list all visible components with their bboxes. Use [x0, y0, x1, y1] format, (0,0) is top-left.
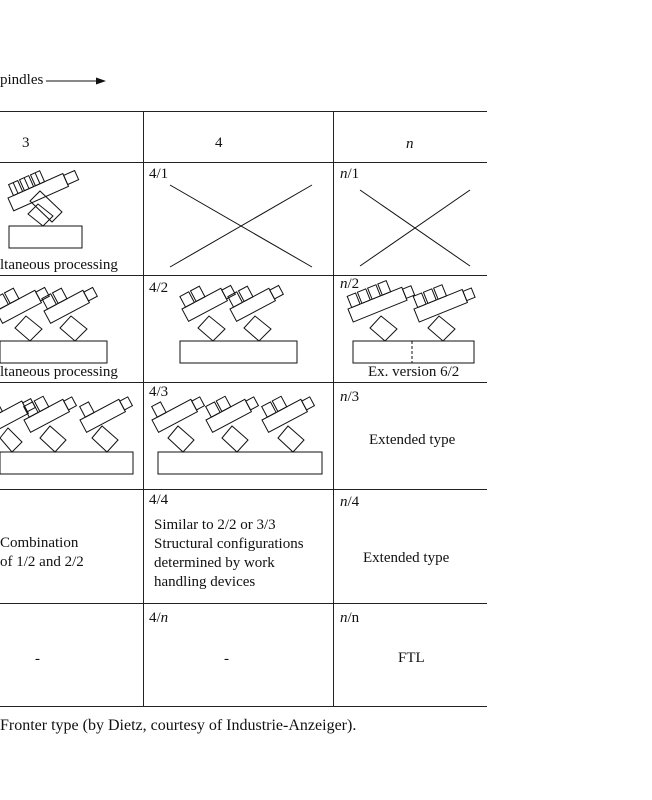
row4-col3-line1: Combination — [0, 535, 79, 551]
axis-label: pindles — [0, 72, 44, 88]
row3-col4-tag: 4/3 — [149, 384, 169, 400]
row4-colN-tag: n/4 — [340, 494, 360, 510]
row1-col4-cross — [170, 183, 315, 269]
row5-colN-tag: n/n — [340, 610, 360, 626]
axis-arrow-icon — [46, 75, 108, 87]
machine-4-2-drawing — [176, 283, 302, 365]
row1-colN-tag: n/1 — [340, 166, 360, 182]
row2-colN-tag: n/2 — [340, 276, 360, 292]
machine-3-3-drawing — [0, 392, 143, 476]
row5-col4-tag: 4/n — [149, 610, 169, 626]
row4-col4-line2: Structural configurations — [154, 536, 304, 552]
row5-col3-text: - — [35, 651, 40, 667]
row4-col4-tag: 4/4 — [149, 492, 169, 508]
row1-col3-text: ltaneous processing — [0, 257, 118, 273]
machine-3-2-drawing — [0, 283, 143, 365]
row3-colN-tag: n/3 — [340, 389, 360, 405]
header-col-3: 3 — [22, 135, 30, 151]
machine-4-3-drawing — [150, 392, 328, 476]
header-col-n: n — [406, 136, 414, 152]
row2-colN-text: Ex. version 6/2 — [368, 364, 460, 380]
row2-col3-text: ltaneous processing — [0, 364, 118, 380]
row4-col4-line3: determined by work — [154, 555, 275, 571]
row1-colN-cross — [360, 188, 472, 268]
row4-col4-line4: handling devices — [154, 574, 256, 590]
row4-col4-line1: Similar to 2/2 or 3/3 — [154, 517, 276, 533]
machine-3-1-drawing — [0, 168, 143, 252]
machine-n-2-drawing — [342, 285, 482, 367]
row4-colN-text: Extended type — [363, 550, 450, 566]
figure-caption: Fronter type (by Dietz, courtesy of Industrie-Anzeiger). — [0, 717, 357, 734]
row4-col3-line2: of 1/2 and 2/2 — [0, 554, 84, 570]
row1-col4-tag: 4/1 — [149, 166, 169, 182]
row5-colN-text: FTL — [398, 650, 425, 666]
row3-colN-text: Extended type — [369, 432, 456, 448]
row2-col4-tag: 4/2 — [149, 280, 169, 296]
header-col-4: 4 — [215, 135, 223, 151]
row5-col4-text: - — [224, 651, 229, 667]
